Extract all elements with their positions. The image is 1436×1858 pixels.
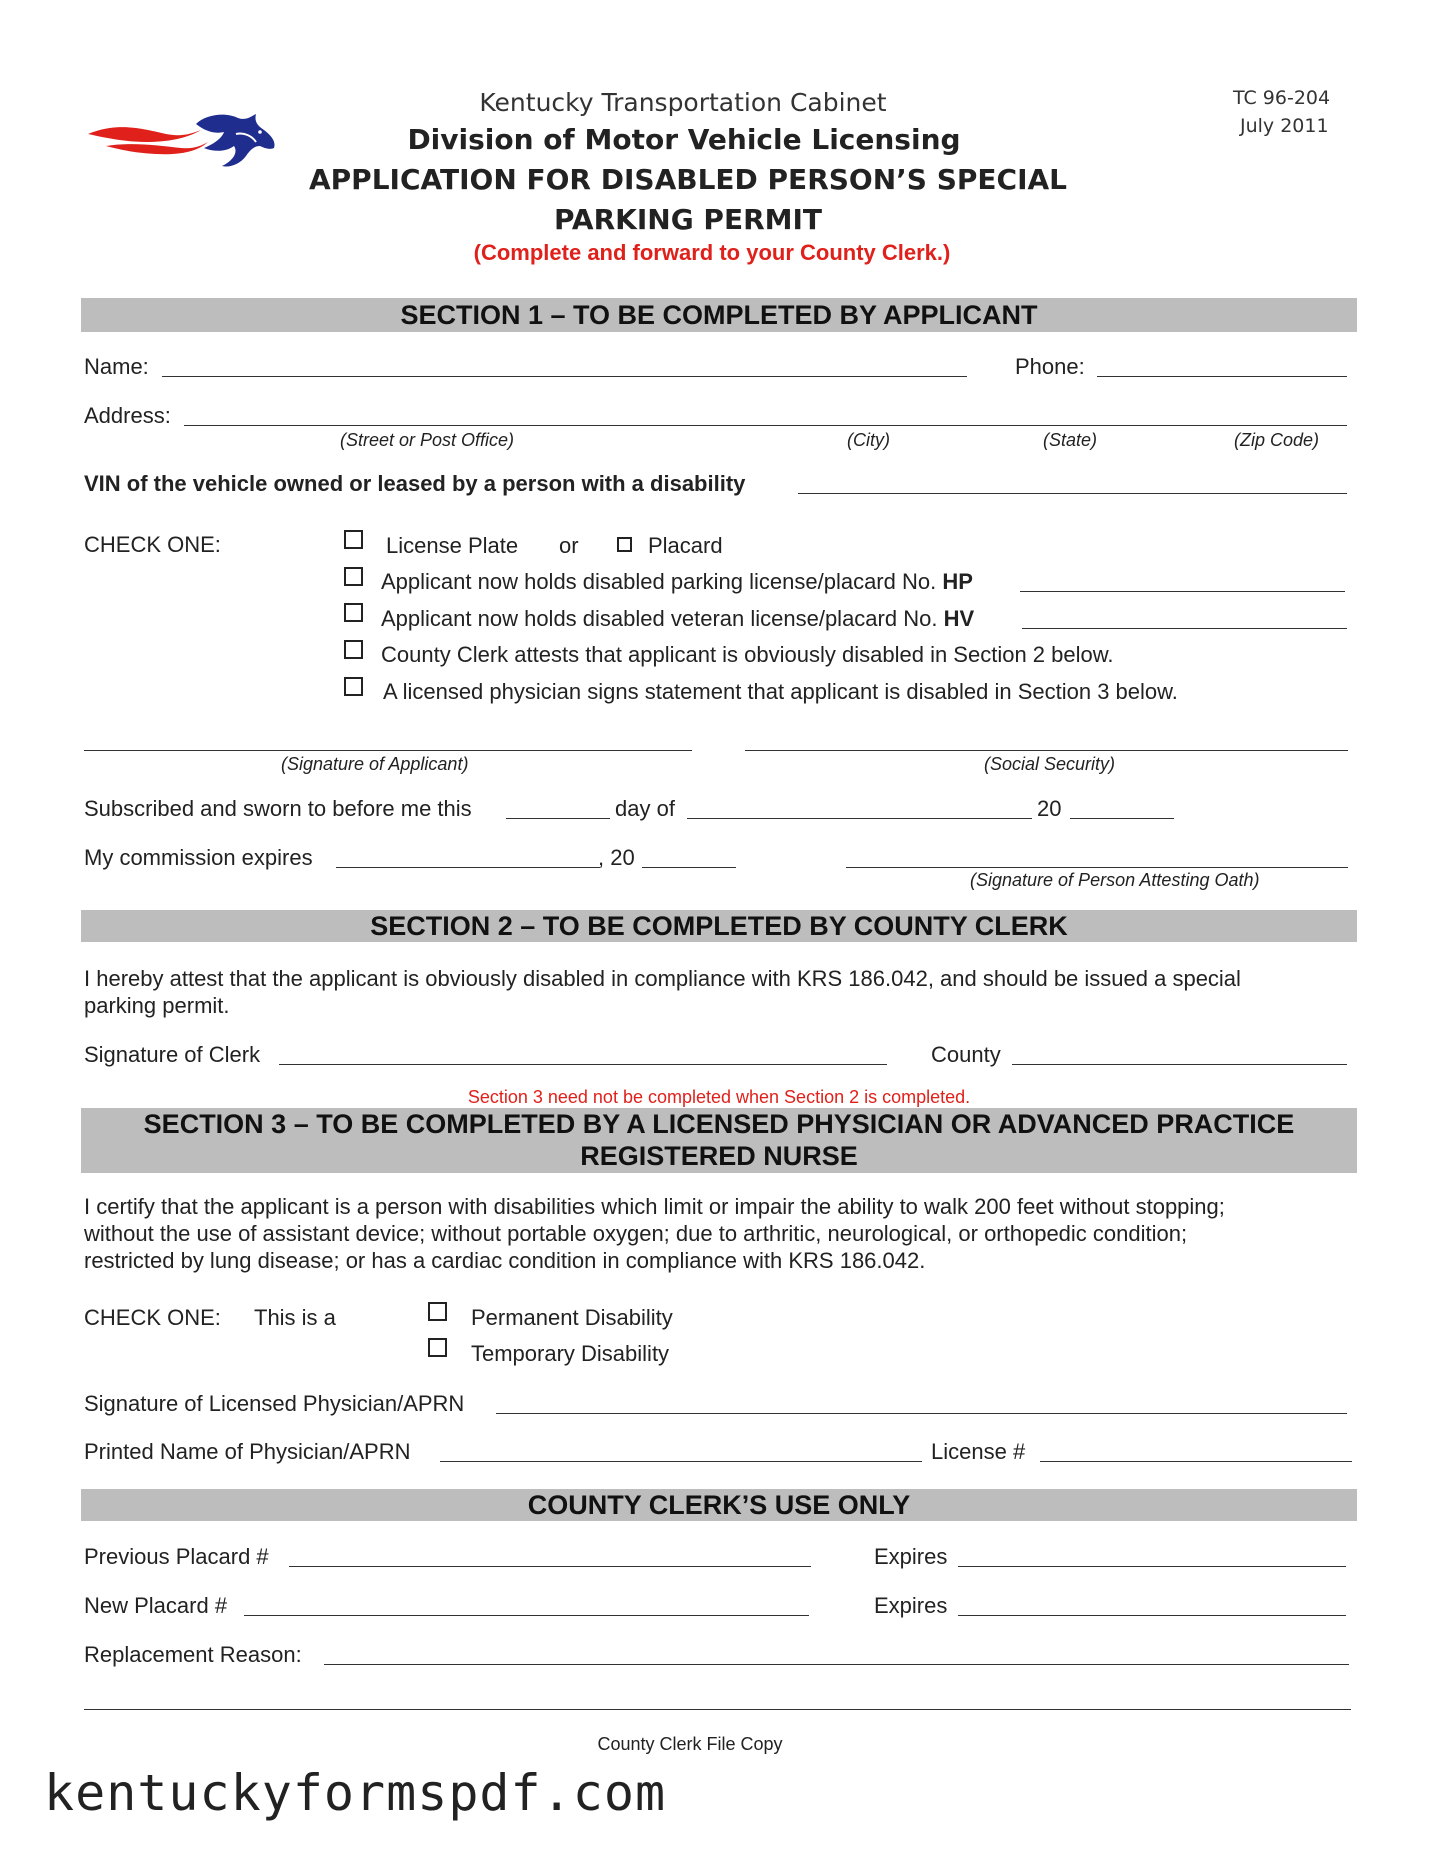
oath-signature-field[interactable]	[846, 867, 1348, 868]
physician-name-label: Printed Name of Physician/APRN	[84, 1439, 411, 1464]
sworn-year-prefix: 20	[1037, 796, 1062, 821]
sworn-day-field[interactable]	[506, 818, 610, 819]
vin-field[interactable]	[798, 493, 1347, 494]
new-placard-field[interactable]	[244, 1615, 809, 1616]
placard-label: Placard	[648, 533, 723, 558]
sworn-day-of: day of	[615, 796, 675, 821]
certify-text-line1: I certify that the applicant is a person with disabilities which limit or impair the ability to walk 200 feet without stopping;	[84, 1194, 1225, 1219]
temporary-disability-label: Temporary Disability	[471, 1341, 670, 1366]
replacement-reason-field-line2[interactable]	[84, 1709, 1351, 1710]
file-copy-label: County Clerk File Copy	[597, 1734, 783, 1754]
address-city-caption: (City)	[847, 430, 890, 450]
hv-holder-text: Applicant now holds disabled veteran license/placard No.	[381, 606, 938, 631]
previous-placard-label: Previous Placard #	[84, 1544, 269, 1569]
previous-expires-field[interactable]	[958, 1566, 1346, 1567]
disability-check-one-label: CHECK ONE:	[84, 1305, 221, 1330]
commission-year-prefix: , 20	[598, 845, 635, 870]
this-is-a-label: This is a	[254, 1305, 336, 1330]
physician-signature-label: Signature of Licensed Physician/APRN	[84, 1391, 465, 1416]
previous-placard-field[interactable]	[289, 1566, 811, 1567]
address-zip-caption: (Zip Code)	[1234, 430, 1320, 450]
agency-name: Kentucky Transportation Cabinet	[479, 88, 887, 117]
replacement-reason-label: Replacement Reason:	[84, 1642, 302, 1667]
form-date: July 2011	[1240, 115, 1329, 137]
site-watermark: kentuckyformspdf.com	[44, 1764, 667, 1822]
section2-heading: SECTION 2 – TO BE COMPLETED BY COUNTY CLERK	[81, 910, 1357, 942]
sworn-year-field[interactable]	[1070, 818, 1174, 819]
phone-label: Phone:	[1015, 354, 1085, 379]
hp-holder-label	[381, 569, 973, 595]
attest-text-line1: I hereby attest that the applicant is obviously disabled in compliance with KRS 186.042, and should be issued a special	[84, 966, 1241, 991]
placard-checkbox[interactable]	[617, 537, 632, 552]
certify-text-line2: without the use of assistant device; without portable oxygen; due to arthritic, neurological, or orthopedic condition;	[84, 1221, 1188, 1246]
section3-note: Section 3 need not be completed when Section 2 is completed.	[467, 1087, 971, 1107]
section3-heading-line2: REGISTERED NURSE	[580, 1141, 858, 1171]
social-security-caption: (Social Security)	[984, 754, 1116, 774]
or-label: or	[559, 533, 579, 558]
name-field[interactable]	[162, 376, 967, 377]
address-street-caption: (Street or Post Office)	[340, 430, 515, 450]
name-label: Name:	[84, 354, 149, 379]
form-title-line1: APPLICATION FOR DISABLED PERSON’S SPECIAL	[308, 163, 1067, 196]
hv-number-field[interactable]	[1022, 628, 1347, 629]
clerk-use-heading: COUNTY CLERK’S USE ONLY	[81, 1489, 1357, 1521]
county-field[interactable]	[1012, 1064, 1347, 1065]
physician-signs-label: A licensed physician signs statement that applicant is disabled in Section 3 below.	[383, 679, 1178, 704]
physician-signs-checkbox[interactable]	[344, 677, 363, 696]
division-name: Division of Motor Vehicle Licensing	[407, 123, 961, 156]
applicant-signature-field[interactable]	[84, 750, 692, 751]
attest-text-line2: parking permit.	[84, 993, 230, 1018]
phone-field[interactable]	[1097, 376, 1347, 377]
permanent-disability-checkbox[interactable]	[428, 1302, 447, 1321]
temporary-disability-checkbox[interactable]	[428, 1338, 447, 1357]
hp-code: HP	[942, 569, 973, 594]
commission-year-field[interactable]	[642, 867, 736, 868]
oath-signature-caption: (Signature of Person Attesting Oath)	[970, 870, 1260, 890]
hv-holder-checkbox[interactable]	[344, 603, 363, 622]
physician-signature-field[interactable]	[496, 1413, 1347, 1414]
hv-holder-label	[381, 606, 974, 632]
new-placard-label: New Placard #	[84, 1593, 228, 1618]
section1-heading: SECTION 1 – TO BE COMPLETED BY APPLICANT	[81, 298, 1357, 332]
hp-number-field[interactable]	[1020, 591, 1345, 592]
sworn-text: Subscribed and sworn to before me this	[84, 796, 472, 821]
clerk-signature-label: Signature of Clerk	[84, 1042, 261, 1067]
vin-label: VIN of the vehicle owned or leased by a person with a disability	[84, 471, 746, 496]
address-label: Address:	[84, 403, 171, 428]
license-number-field[interactable]	[1040, 1461, 1352, 1462]
clerk-attests-label: County Clerk attests that applicant is obviously disabled in Section 2 below.	[381, 642, 1114, 667]
county-label: County	[931, 1042, 1001, 1067]
clerk-signature-field[interactable]	[279, 1064, 887, 1065]
hv-code: HV	[943, 606, 975, 631]
permanent-disability-label: Permanent Disability	[471, 1305, 673, 1330]
new-expires-label: Expires	[874, 1593, 948, 1618]
license-plate-label: License Plate	[386, 533, 519, 558]
form-number: TC 96-204	[1233, 87, 1331, 109]
social-security-field[interactable]	[745, 750, 1348, 751]
sworn-month-field[interactable]	[687, 818, 1032, 819]
license-label: License #	[931, 1439, 1026, 1464]
form-instruction: (Complete and forward to your County Clerk.)	[473, 240, 951, 265]
clerk-attests-checkbox[interactable]	[344, 640, 363, 659]
form-title-line2: PARKING PERMIT	[553, 203, 823, 236]
section3-heading-line1: SECTION 3 – TO BE COMPLETED BY A LICENSED PHYSICIAN OR ADVANCED PRACTICE	[143, 1109, 1295, 1139]
hp-holder-checkbox[interactable]	[344, 567, 363, 586]
hp-holder-text: Applicant now holds disabled parking license/placard No.	[381, 569, 937, 594]
commission-date-field[interactable]	[336, 867, 600, 868]
previous-expires-label: Expires	[874, 1544, 948, 1569]
section3-heading	[81, 1108, 1357, 1173]
license-plate-checkbox[interactable]	[344, 530, 363, 549]
address-field[interactable]	[184, 425, 1347, 426]
check-one-label: CHECK ONE:	[84, 532, 221, 557]
commission-label: My commission expires	[84, 845, 313, 870]
new-expires-field[interactable]	[958, 1615, 1346, 1616]
certify-text-line3: restricted by lung disease; or has a cardiac condition in compliance with KRS 186.042.	[84, 1248, 926, 1273]
replacement-reason-field[interactable]	[324, 1664, 1349, 1665]
applicant-signature-caption: (Signature of Applicant)	[281, 754, 469, 774]
address-state-caption: (State)	[1043, 430, 1098, 450]
physician-name-field[interactable]	[440, 1461, 922, 1462]
